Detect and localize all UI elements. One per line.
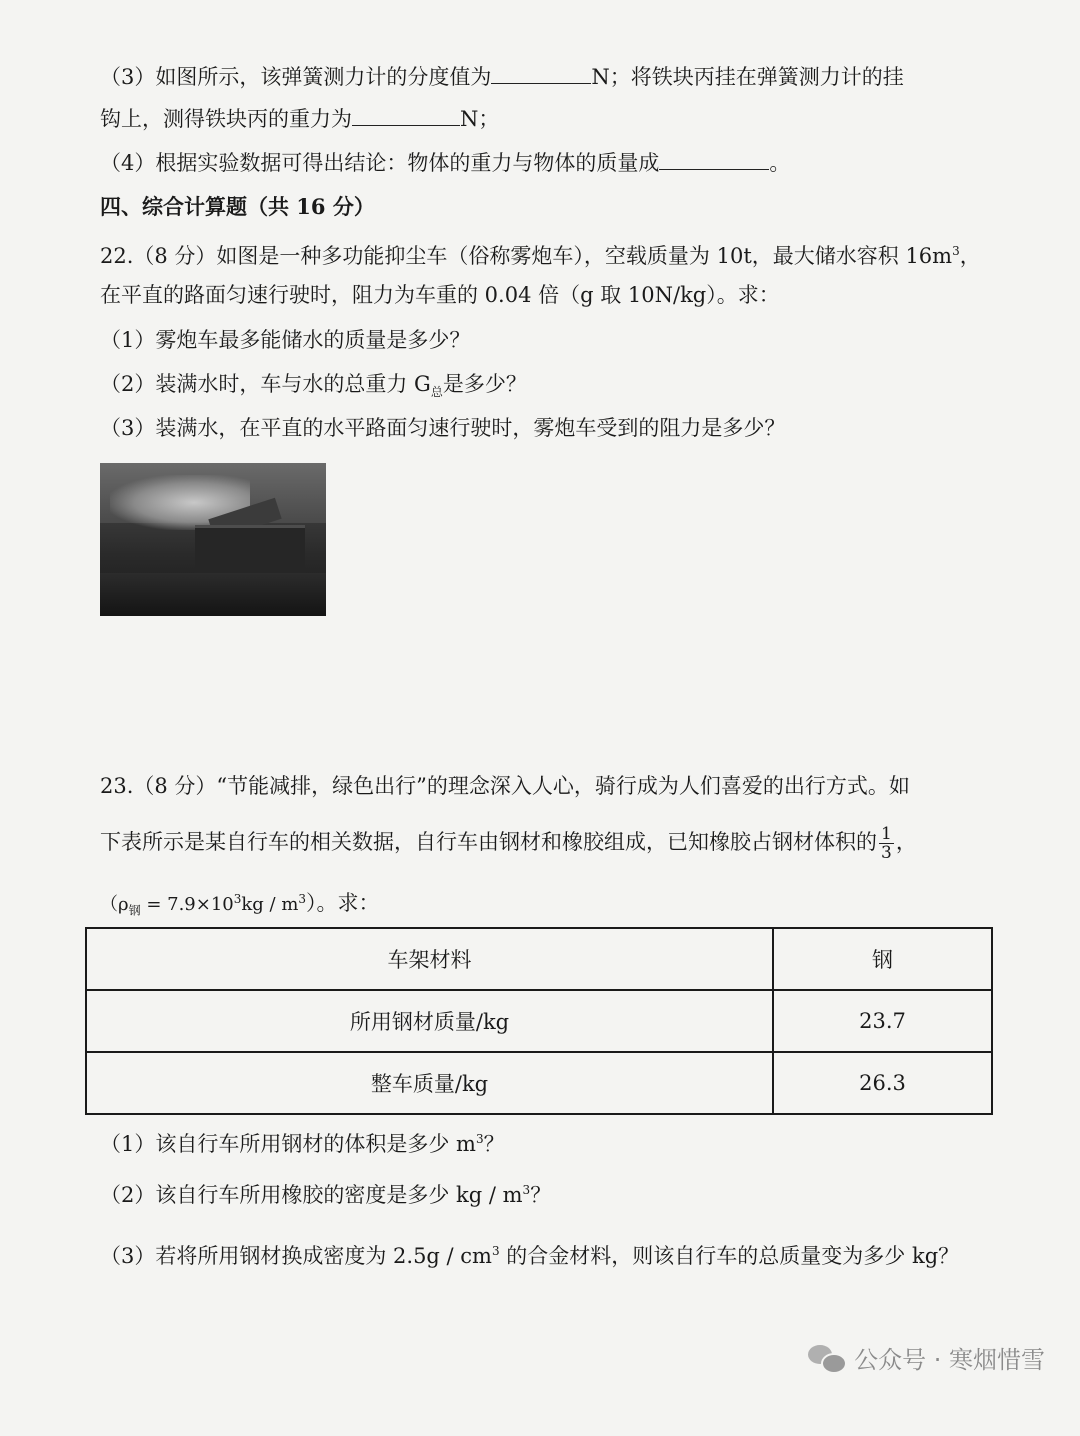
q23-sub3-text-b: 的合金材料，则该自行车的总质量变为多少 kg？ — [499, 1244, 960, 1268]
table-cell: 整车质量/kg — [86, 1052, 773, 1114]
answer-blank — [491, 63, 591, 84]
q22-text-b: ， — [959, 244, 981, 268]
fraction — [879, 825, 894, 862]
q23-sub1-text-a: （1）该自行车所用钢材的体积是多少 m — [100, 1132, 476, 1156]
q23-sub1-text-b: ？ — [483, 1132, 505, 1156]
table-cell: 车架材料 — [86, 928, 773, 990]
table-row — [86, 990, 992, 1052]
q22-sub3: （3）装满水，在平直的水平路面匀速行驶时，雾炮车受到的阻力是多少？ — [100, 416, 786, 440]
bicycle-data-table — [85, 927, 993, 1115]
q23-sub2-text-b: ？ — [530, 1183, 552, 1207]
wechat-icon — [808, 1343, 846, 1373]
q21-part4-line — [100, 148, 1020, 178]
q23-sub2 — [100, 1175, 1020, 1210]
q23-sub3-text-a: （3）若将所用钢材换成密度为 2.5g / cm — [100, 1244, 492, 1268]
q22-sub2-text-b: 是多少？ — [442, 372, 527, 396]
q23-sub3 — [100, 1236, 1020, 1271]
q21-part3-line2 — [100, 104, 1020, 134]
answer-blank — [659, 149, 769, 170]
q23-sub2-text-a: （2）该自行车所用橡胶的密度是多少 kg / m — [100, 1183, 523, 1207]
density-text-a: （ρ — [100, 894, 129, 915]
q23-line1: 23.（8 分）“节能减排，绿色出行”的理念深入人心，骑行成为人们喜爱的出行方式。如 — [100, 774, 910, 798]
density-subscript: 钢 — [128, 903, 141, 918]
fraction-denominator: 3 — [881, 843, 892, 863]
answer-blank — [352, 105, 460, 126]
table-row — [86, 928, 992, 990]
watermark-footer — [808, 1340, 1045, 1375]
q23-line2 — [100, 820, 1020, 864]
table-row — [86, 1052, 992, 1114]
q23-sub2-sup: 3 — [522, 1183, 531, 1197]
watermark-text: 公众号 · 寒烟惜雪 — [854, 1346, 1045, 1374]
q23-line2-text-a: 下表所示是某自行车的相关数据，自行车由钢材和橡胶组成，已知橡胶占钢材体积的 — [100, 830, 877, 854]
q21-part3-line1 — [100, 62, 1020, 92]
table-cell: 23.7 — [773, 990, 992, 1052]
fog-cannon-truck-photo — [100, 463, 326, 616]
density-text-d: ）。求： — [306, 891, 380, 915]
q22-sub2 — [100, 369, 1020, 407]
q23-line2-text-b: ， — [895, 830, 917, 854]
density-sup: 3 — [233, 892, 242, 906]
q22-sup: 3 — [952, 244, 960, 258]
q23-sub1 — [100, 1124, 1020, 1159]
q21-part3-text-a: （3）如图所示，该弹簧测力计的分度值为 — [100, 65, 492, 89]
q22-text-a: 22.（8 分）如图是一种多功能抑尘车（俗称雾炮车），空载质量为 10t，最大储水容积 16m — [100, 244, 953, 268]
q23-sub1-sup: 3 — [475, 1132, 484, 1146]
table-cell: 26.3 — [773, 1052, 992, 1114]
table-cell: 所用钢材质量/kg — [86, 990, 773, 1052]
table-cell: 钢 — [773, 928, 992, 990]
q21-part4-text-b: 。 — [769, 151, 791, 175]
q22-sub2-subscript: 总 — [430, 385, 443, 400]
density-text-c: kg / m — [241, 894, 299, 915]
q22-sub2-text-a: （2）装满水时，车与水的总重力 G — [100, 372, 431, 396]
density-text-b: = 7.9×10 — [140, 894, 234, 915]
q22-line1 — [100, 236, 1020, 271]
q23-density-line — [100, 884, 1020, 926]
q22-sub1: （1）雾炮车最多能储水的质量是多少？ — [100, 328, 471, 352]
q21-part3-text-b: N；将铁块丙挂在弹簧测力计的挂 — [591, 65, 904, 89]
q22-line2: 在平直的路面匀速行驶时，阻力为车重的 0.04 倍（g 取 10N/kg）。求： — [100, 283, 780, 307]
q23-sub3-sup: 3 — [491, 1244, 500, 1258]
photo-road — [100, 573, 326, 616]
q21-part4-text-a: （4）根据实验数据可得出结论：物体的重力与物体的质量成 — [100, 151, 660, 175]
q21-part3-text-d: N； — [460, 107, 500, 131]
fraction-numerator: 1 — [881, 824, 892, 844]
section-title: 四、综合计算题（共 16 分） — [100, 194, 375, 219]
q21-part3-text-c: 钩上，测得铁块丙的重力为 — [100, 107, 352, 131]
density-sup2: 3 — [298, 892, 307, 906]
